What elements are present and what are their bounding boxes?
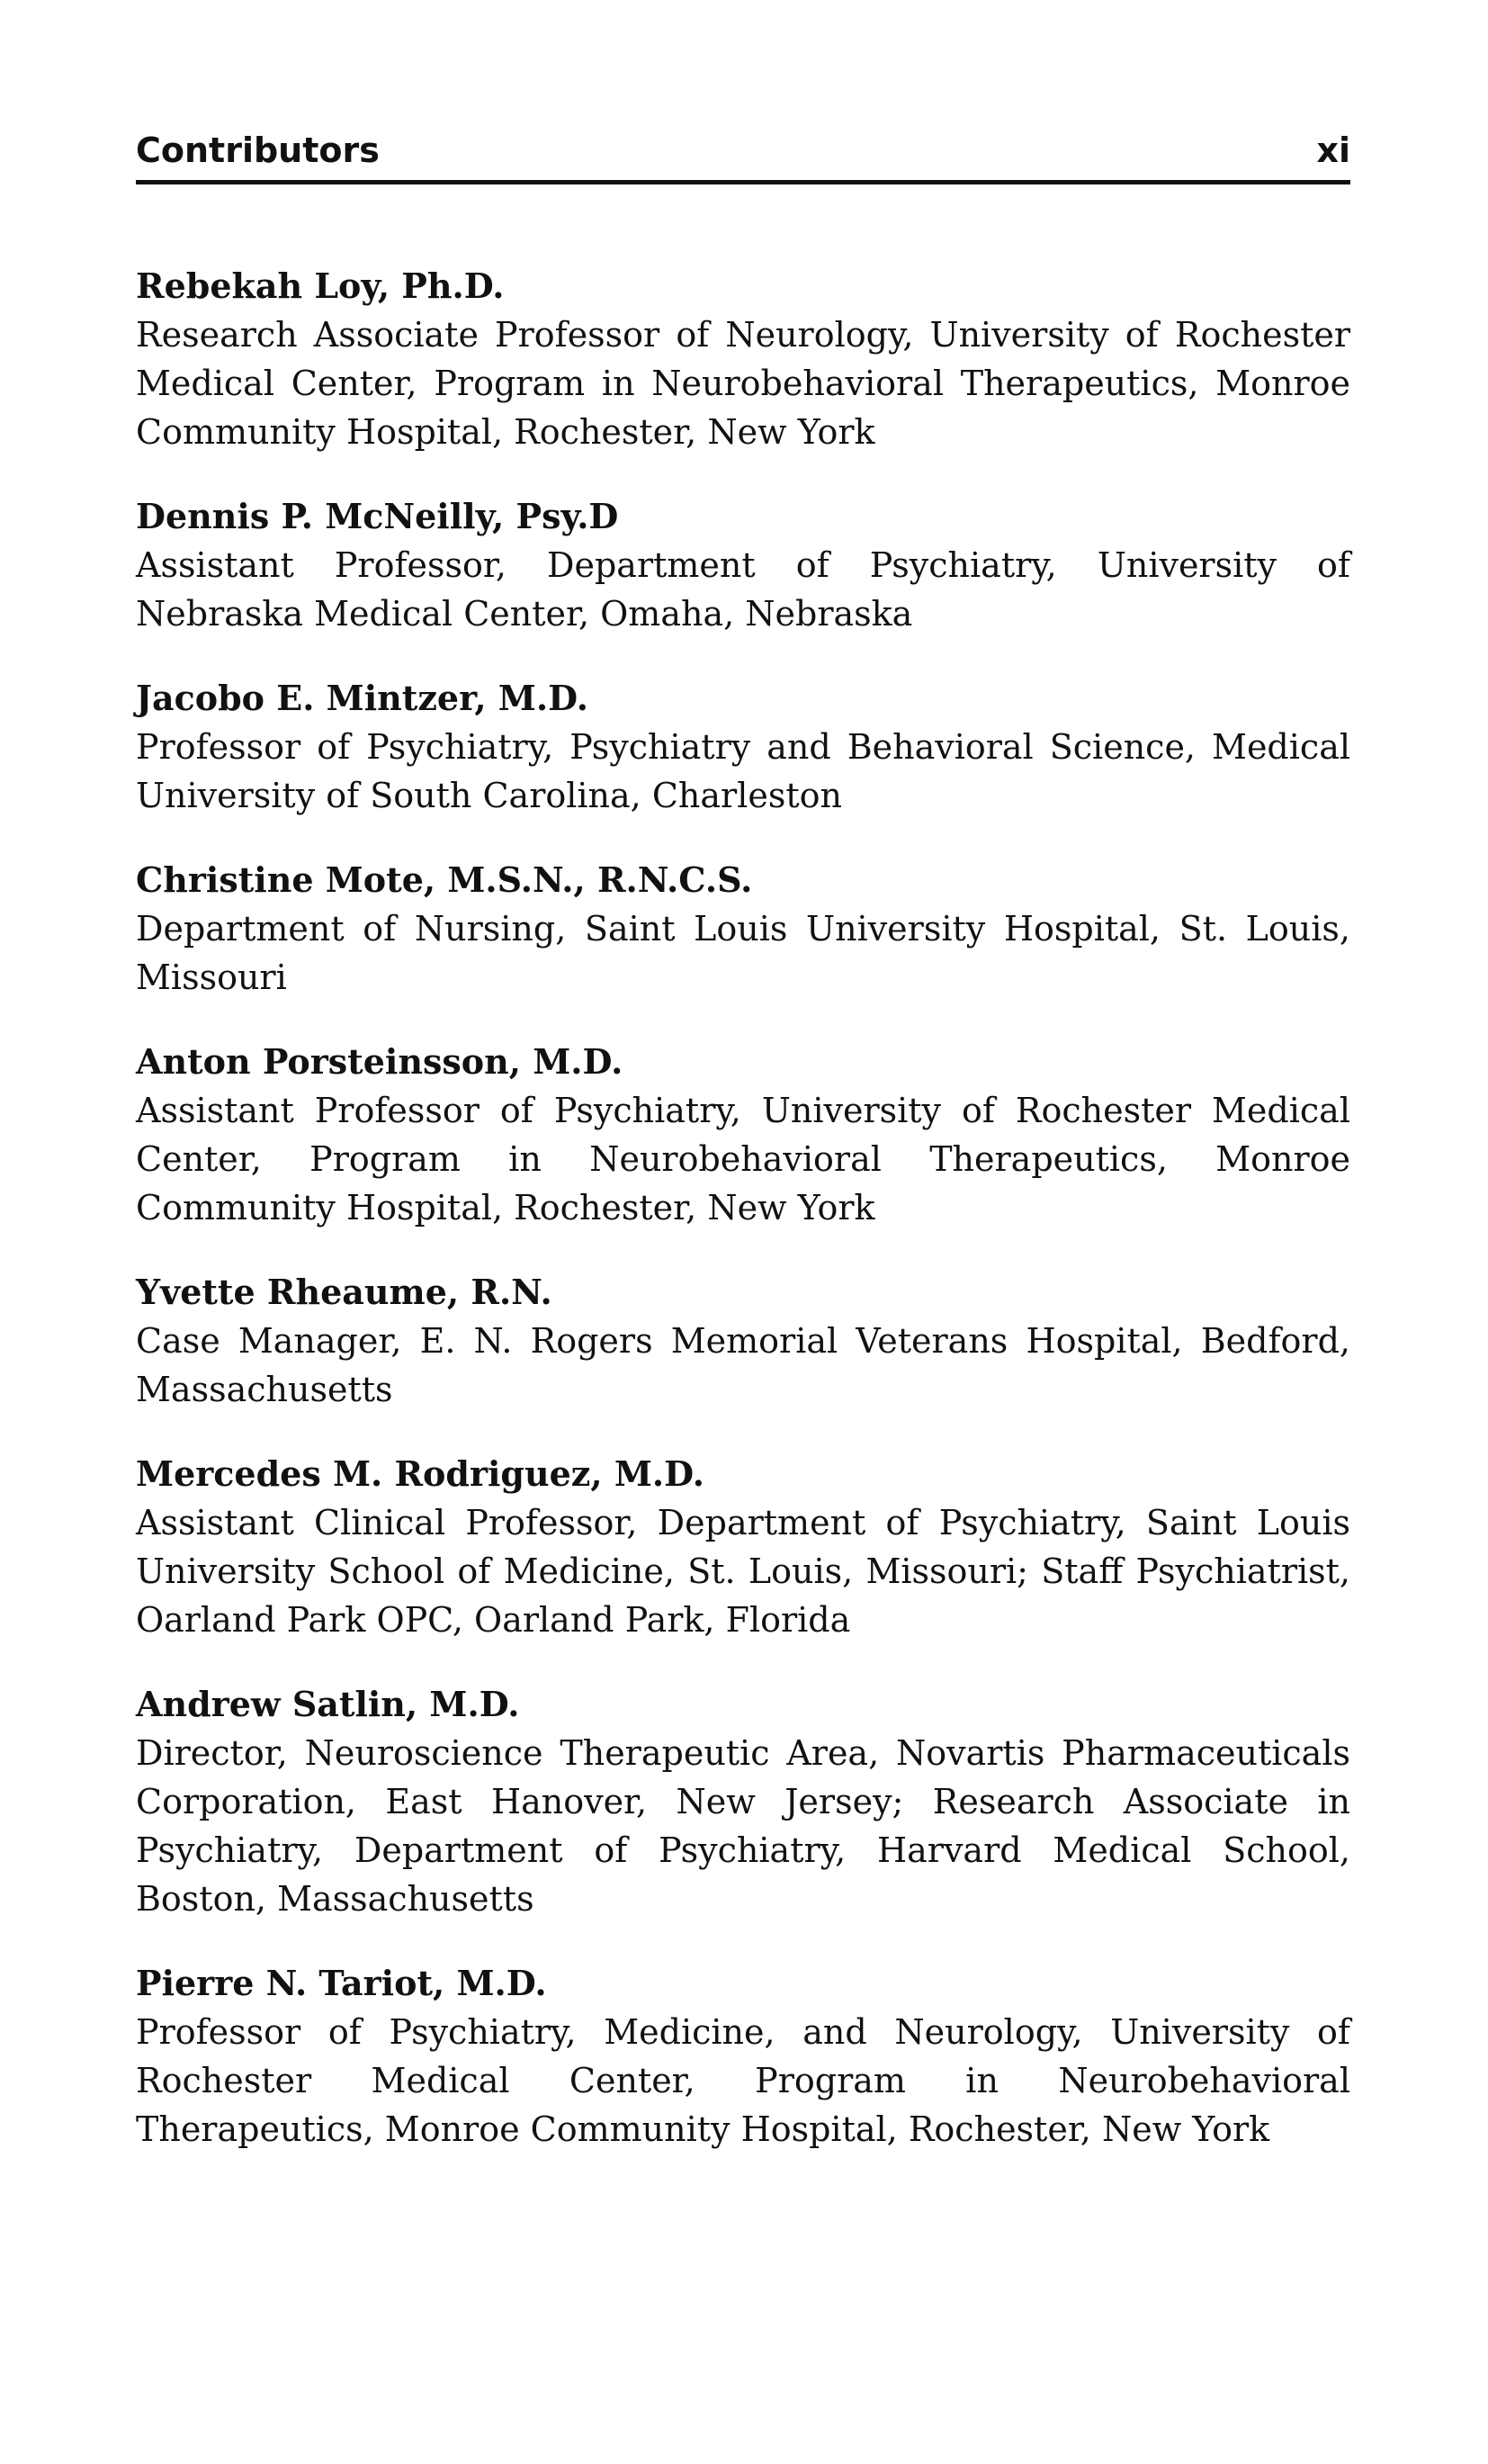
contributor-name: Anton Porsteinsson, M.D.	[136, 1041, 623, 1082]
contributor-affiliation: Professor of Psychiatry, Psychiatry and Behavioral Science, Medical University of South Carolina, Charleston	[136, 727, 1350, 815]
contributor-list	[136, 262, 1350, 2154]
contributor-entry	[136, 1268, 1350, 1414]
contributor-affiliation: Director, Neuroscience Therapeutic Area, Novartis Pharmaceuticals Corporation, East Hanover, New Jersey; Research Associate in Psychiatry, Department of Psychiatry, Harvard Medical School, Boston, Massachusetts	[136, 1733, 1350, 1919]
section-title: Contributors	[136, 130, 380, 170]
contributor-name: Pierre N. Tariot, M.D.	[136, 1963, 547, 2003]
contributor-affiliation: Professor of Psychiatry, Medicine, and Neurology, University of Rochester Medical Center, Program in Neurobehavioral Therapeutics, Monroe Community Hospital, Rochester, New York	[136, 2012, 1350, 2149]
contributor-name: Jacobo E. Mintzer, M.D.	[136, 678, 588, 718]
contributor-entry	[136, 674, 1350, 820]
contributor-entry	[136, 262, 1350, 456]
contributor-entry	[136, 1680, 1350, 1923]
contributor-name: Rebekah Loy, Ph.D.	[136, 265, 505, 306]
contributor-entry	[136, 492, 1350, 638]
contributor-entry	[136, 1038, 1350, 1232]
contributor-entry	[136, 1450, 1350, 1644]
contributor-affiliation: Assistant Professor, Department of Psychiatry, University of Nebraska Medical Center, Omaha, Nebraska	[136, 545, 1350, 634]
page-number: xi	[1316, 130, 1350, 170]
contributor-affiliation: Assistant Professor of Psychiatry, University of Rochester Medical Center, Program in Neurobehavioral Therapeutics, Monroe Community Hospital, Rochester, New York	[136, 1091, 1350, 1228]
contributor-entry	[136, 856, 1350, 1002]
contributor-affiliation: Case Manager, E. N. Rogers Memorial Veterans Hospital, Bedford, Massachusetts	[136, 1321, 1350, 1409]
contributor-affiliation: Research Associate Professor of Neurology, University of Rochester Medical Center, Program in Neurobehavioral Therapeutics, Monroe Community Hospital, Rochester, New York	[136, 315, 1350, 452]
contributor-name: Andrew Satlin, M.D.	[136, 1684, 520, 1724]
contributor-name: Dennis P. McNeilly, Psy.D	[136, 496, 619, 536]
contributor-affiliation: Department of Nursing, Saint Louis University Hospital, St. Louis, Missouri	[136, 909, 1350, 997]
document-page	[136, 128, 1350, 2190]
contributor-entry	[136, 1959, 1350, 2154]
contributor-name: Mercedes M. Rodriguez, M.D.	[136, 1453, 704, 1494]
contributor-name: Christine Mote, M.S.N., R.N.C.S.	[136, 859, 753, 900]
contributor-affiliation: Assistant Clinical Professor, Department of Psychiatry, Saint Louis University School of Medicine, St. Louis, Missouri; Staff Psychiatrist, Oarland Park OPC, Oarland Park, Florida	[136, 1503, 1350, 1640]
contributor-name: Yvette Rheaume, R.N.	[136, 1272, 552, 1312]
running-head	[136, 128, 1350, 184]
